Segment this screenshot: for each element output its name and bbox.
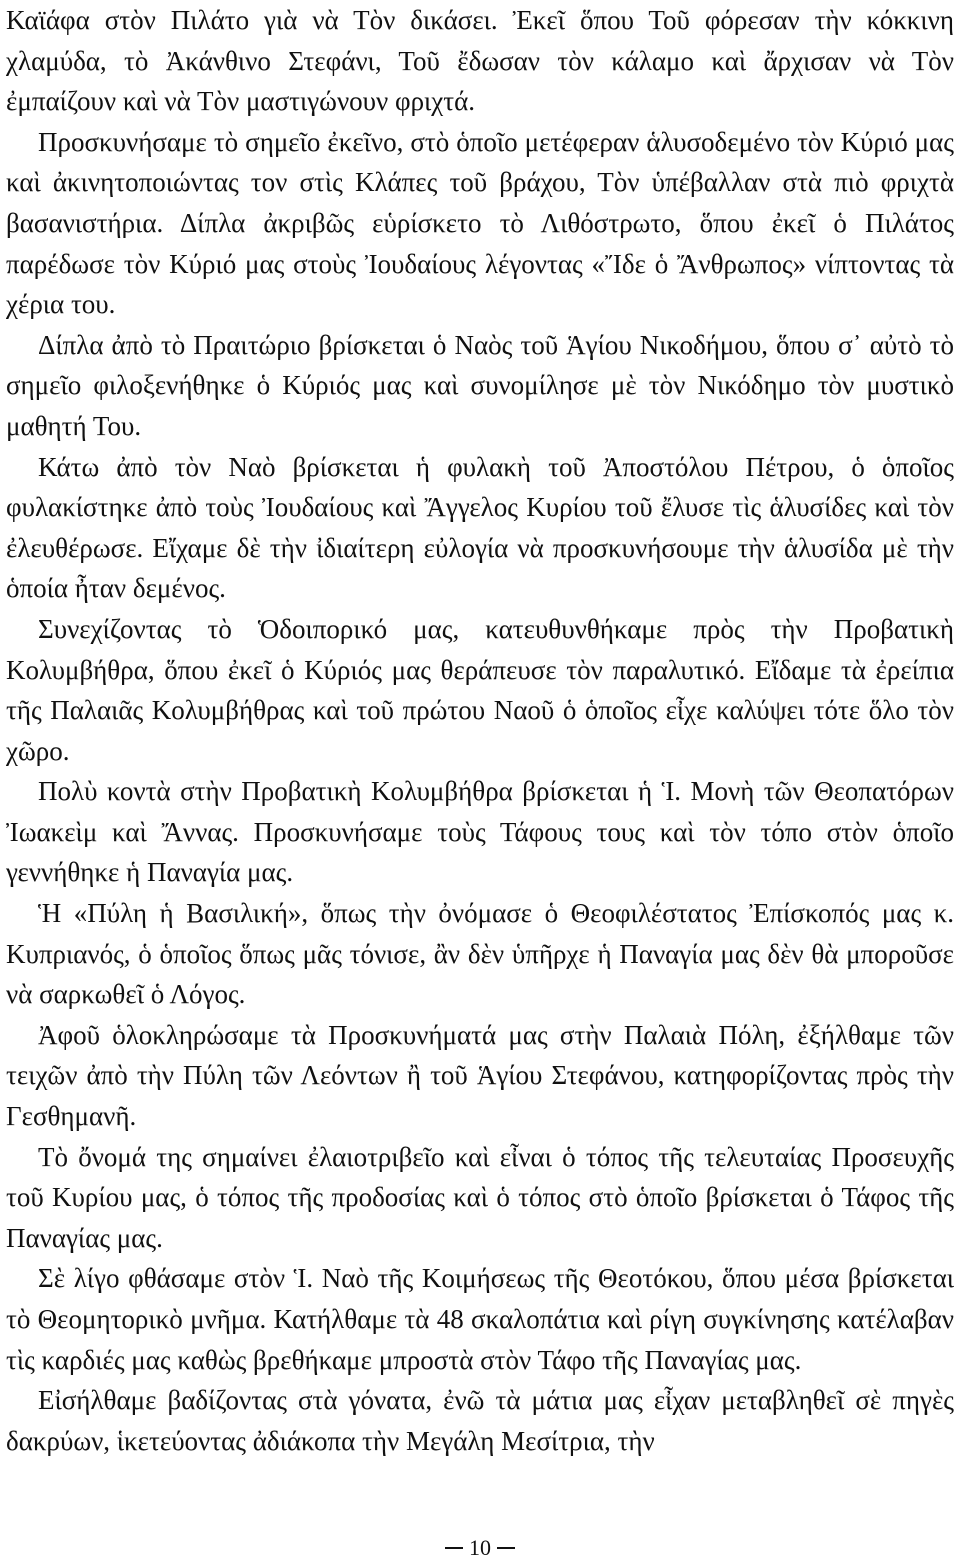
paragraph: Εἰσήλθαμε βαδίζοντας στὰ γόνατα, ἐνῶ τὰ μάτια μας εἶχαν μεταβληθεῖ σὲ πηγὲς δακρύων, ἱκετεύοντας ἀδιάκοπα τὴν Μεγάλη Μεσίτρια, τὴν (6, 1385, 954, 1456)
paragraph: Καϊάφα στὸν Πιλάτο γιὰ νὰ Τὸν δικάσει. Ἐκεῖ ὅπου Τοῦ φόρεσαν τὴν κόκκινη χλαμύδα, τὸ Ἀκάνθινο Στεφάνι, Τοῦ ἔδωσαν τὸν κάλαμο καὶ ἄρχισαν νὰ Τὸν ἐμπαίζουν καὶ νὰ Τὸν μαστιγώνουν φριχτά. (6, 5, 954, 117)
paragraph: Ἀφοῦ ὁλοκληρώσαμε τὰ Προσκυνήματά μας στὴν Παλαιὰ Πόλη, ἐξήλθαμε τῶν τειχῶν ἀπὸ τὴν Πύλη τῶν Λεόντων ἢ τοῦ Ἁγίου Στεφάνου, κατηφορίζοντας πρὸς τὴν Γεσθημανῆ. (6, 1019, 954, 1132)
page-number: 10 (469, 1535, 491, 1560)
page-number-block (443, 1535, 517, 1561)
paragraph: Κάτω ἀπὸ τὸν Ναὸ βρίσκεται ἡ φυλακὴ τοῦ Ἀποστόλου Πέτρου, ὁ ὁποῖος φυλακίστηκε ἀπὸ τοὺς Ἰουδαίους καὶ Ἄγγελος Κυρίου τοῦ ἔλυσε τὶς ἁλυσίδες καὶ τὸν ἐλευθέρωσε. Εἴχαμε δὲ τὴν ἰδιαίτερη εὐλογία νὰ προσκυνήσουμε τὴν ἁλυσίδα μὲ τὴν ὁποία ἦταν δεμένος. (6, 451, 954, 604)
paragraph: Πολὺ κοντὰ στὴν Προβατικὴ Κολυμβήθρα βρίσκεται ἡ Ἱ. Μονὴ τῶν Θεοπατόρων Ἰωακεὶμ καὶ Ἄννας. Προσκυνήσαμε τοὺς Τάφους τους καὶ τὸν τόπο στὸν ὁποῖο γεννήθηκε ἡ Παναγία μας. (6, 776, 954, 888)
paragraph: Δίπλα ἀπὸ τὸ Πραιτώριο βρίσκεται ὁ Ναὸς τοῦ Ἁγίου Νικοδήμου, ὅπου σ᾽ αὐτὸ τὸ σημεῖο φιλοξενήθηκε ὁ Κύριός μας καὶ συνομίλησε μὲ τὸν Νικόδημο τὸν μυστικὸ μαθητή Του. (6, 329, 954, 441)
paragraph: Τὸ ὄνομά της σημαίνει ἐλαιοτριβεῖο καὶ εἶναι ὁ τόπος τῆς τελευταίας Προσευχῆς τοῦ Κυρίου μας, ὁ τόπος τῆς προδοσίας καὶ ὁ τόπος στὸ ὁποῖο βρίσκεται ὁ Τάφος τῆς Παναγίας μας. (6, 1141, 954, 1253)
paragraph: Ἡ «Πύλη ἡ Βασιλική», ὅπως τὴν ὀνόμασε ὁ Θεοφιλέστατος Ἐπίσκοπός μας κ. Κυπριανός, ὁ ὁποῖος ὅπως μᾶς τόνισε, ἂν δὲν ὑπῆρχε ἡ Παναγία μας δὲν θὰ μποροῦσε νὰ σαρκωθεῖ ὁ Λόγος. (6, 898, 954, 1010)
paragraph: Σὲ λίγο φθάσαμε στὸν Ἱ. Ναὸ τῆς Κοιμήσεως τῆς Θεοτόκου, ὅπου μέσα βρίσκεται τὸ Θεομητορικὸ μνῆμα. Κατήλθαμε τὰ 48 σκαλοπάτια καὶ ρίγη συγκίνησης κατέλαβαν τὶς καρδιές μας καθὼς βρεθήκαμε μπροστὰ στὸν Τάφο τῆς Παναγίας μας. (6, 1263, 954, 1375)
paragraph: Συνεχίζοντας τὸ Ὁδοιπορικό μας, κατευθυνθήκαμε πρὸς τὴν Προβατικὴ Κολυμβήθρα, ὅπου ἐκεῖ ὁ Κύριός μας θεράπευσε τὸν παραλυτικό. Εἴδαμε τὰ ἐρείπια τῆς Παλαιᾶς Κολυμβήθρας καὶ τοῦ πρώτου Ναοῦ ὁ ὁποῖος εἶχε καλύψει τότε ὅλο τὸν χῶρο. (6, 613, 954, 766)
page-footer (0, 1535, 960, 1561)
paragraph: Προσκυνήσαμε τὸ σημεῖο ἐκεῖνο, στὸ ὁποῖο μετέφεραν ἁλυσοδεμένο τὸν Κύριό μας καὶ ἀκινητοποιώντας τον στὶς Κλάπες τοῦ βράχου, Τὸν ὑπέβαλλαν στὰ πιὸ φριχτὰ βασανιστήρια. Δίπλα ἀκριβῶς εὑρίσκετο τὸ Λιθόστρωτο, ὅπου ἐκεῖ ὁ Πιλάτος παρέδωσε τὸν Κύριό μας στοὺς Ἰουδαίους λέγοντας «Ἴδε ὁ Ἄνθρωπος» νίπτοντας τὰ χέρια του. (6, 126, 954, 320)
body-text (6, 0, 954, 1461)
left-dash-ornament (445, 1547, 463, 1549)
right-dash-ornament (497, 1547, 515, 1549)
